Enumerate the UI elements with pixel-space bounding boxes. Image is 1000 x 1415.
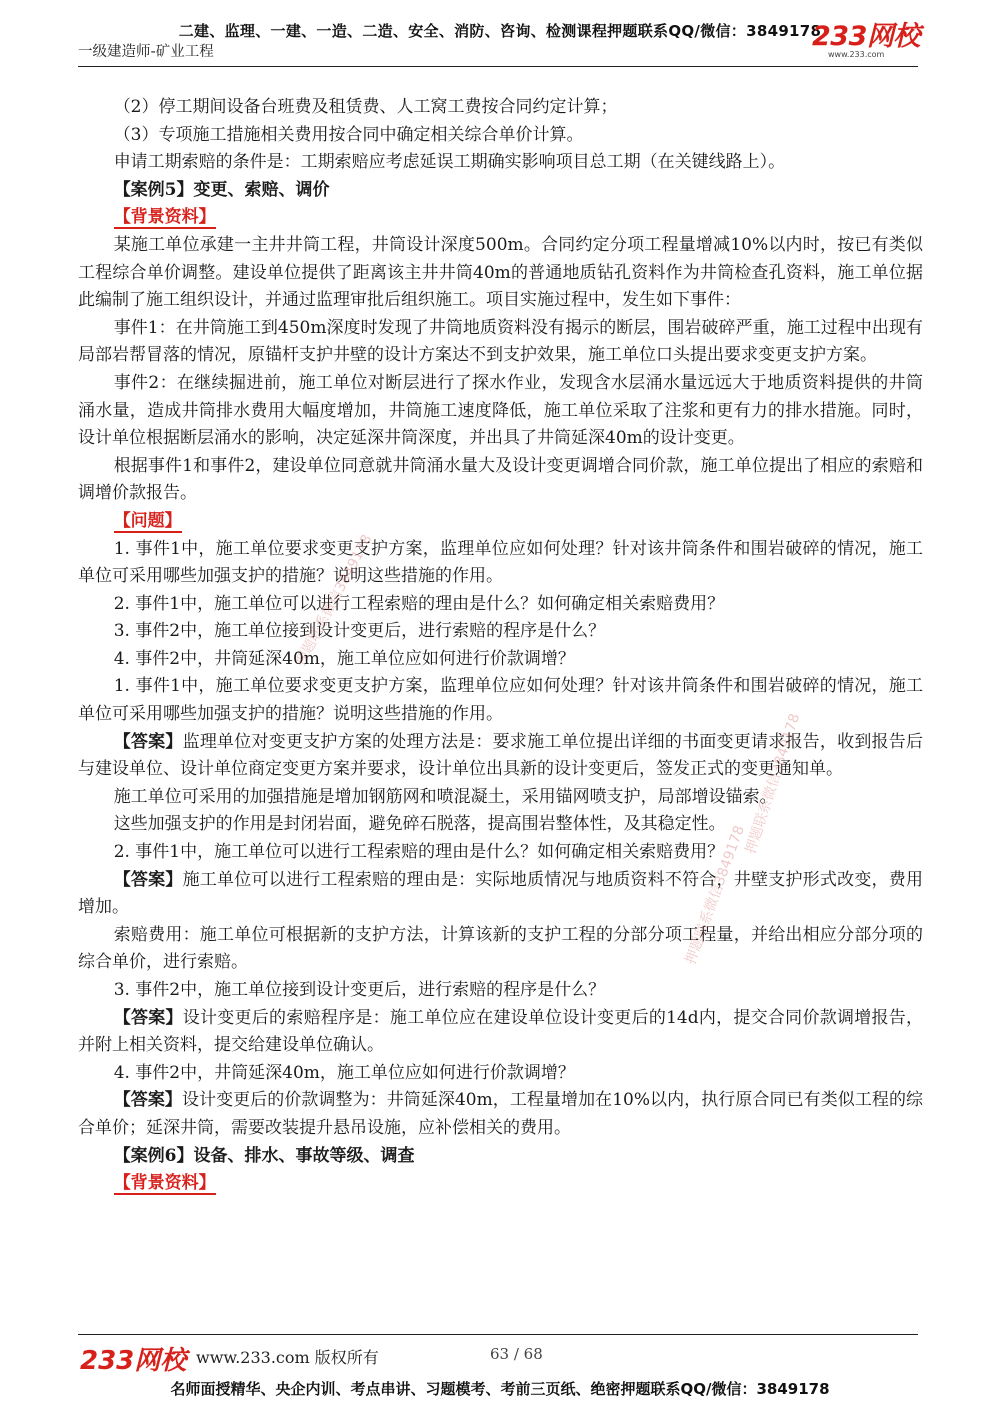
paragraph: 根据事件1和事件2，建设单位同意就井筒涌水量大及设计变更调增合同价款，施工单位提出了相应的索赔和调增价款报告。: [78, 455, 923, 504]
footer-copyright: www.233.com 版权所有: [196, 1348, 379, 1367]
answer-paragraph: 【答案】设计变更后的索赔程序是：施工单位应在建设单位设计变更后的14d内，提交合同价款调增报告，并附上相关资料，提交给建设单位确认。: [78, 1007, 924, 1056]
watermark: 押题联系微信3849178: [742, 711, 804, 856]
answer-paragraph: 【答案】施工单位可以进行工程索赔的理由是：实际地质情况与地质资料不符合，井壁支护形式改变，费用增加。: [78, 869, 924, 918]
paragraph: 事件2：在继续掘进前，施工单位对断层进行了探水作业，发现含水层涌水量远远大于地质资料提供的井筒涌水量，造成井筒排水费用大幅度增加，井筒施工速度降低，施工单位采取了注浆和更有力的排水措施。同时，设计单位根据断层涌水的影响，决定延深井筒深度，并出具了井筒延深40m的设计变更。: [78, 372, 923, 449]
paragraph: 4. 事件2中，井筒延深40m，施工单位应如何进行价款调增？: [113, 1062, 575, 1083]
answer-tag: 【答案】: [113, 731, 183, 752]
paragraph: 3. 事件2中，施工单位接到设计变更后，进行索赔的程序是什么？: [113, 621, 606, 642]
paragraph: 4. 事件2中，井筒延深40m，施工单位应如何进行价款调增？: [113, 648, 575, 669]
header-divider: [78, 66, 918, 67]
answer-tag: 【答案】: [113, 869, 183, 890]
section-label: [78, 1170, 923, 1198]
paragraph: 某施工单位承建一主井井筒工程，井筒设计深度500m。合同约定分项工程量增减10%以内时，按已有类似工程综合单价调整。建设单位提供了距离该主井井筒40m的普通地质钻孔资料作为井筒检查孔资料，施工单位据此编制了施工组织设计，并通过监理审批后组织施工。项目实施过程中，发生如下事件：: [78, 234, 923, 311]
footer-logo[interactable]: 233网校: [80, 1346, 187, 1376]
answer-tag: 【答案】: [113, 1007, 183, 1028]
logo-url: www.233.com: [828, 50, 885, 59]
answer-paragraph: 【答案】设计变更后的价款调整为：井筒延深40m，工程量增加在10%以内，执行原合同已有类似工程的综合单价；延深井筒，需要改装提升悬吊设施，应补偿相关的费用。: [78, 1090, 924, 1138]
brand-logo[interactable]: [812, 22, 922, 64]
watermark: 押题联系微信3849178: [292, 532, 376, 669]
paragraph: （3）专项施工措施相关费用按合同中确定相关综合单价计算。: [113, 124, 584, 145]
answer-paragraph: 【答案】监理单位对变更支护方案的处理方法是：要求施工单位提出详细的书面变更请求报告，收到报告后与建设单位、设计单位商定变更方案并要求，设计单位出具新的设计变更后，签发正式的变更通知单。: [78, 731, 924, 780]
logo-text: 233网校: [812, 21, 920, 52]
paragraph: 事件1：在井筒施工到450m深度时发现了井筒地质资料没有揭示的断层，围岩破碎严重，施工过程中出现有局部岩帮冒落的情况，原锚杆支护井壁的设计方案达不到支护效果，施工单位口头提出要求变更支护方案。: [78, 317, 923, 366]
paragraph: 索赔费用：施工单位可根据新的支护方法，计算该新的支护工程的分部分项工程量，并给出相应分部分项的综合单价，进行索赔。: [78, 924, 923, 973]
footer-divider: [78, 1334, 918, 1335]
paragraph: 这些加强支护的作用是封闭岩面，避免碎石脱落，提高围岩整体性，及其稳定性。: [113, 814, 726, 835]
paragraph: 3. 事件2中，施工单位接到设计变更后，进行索赔的程序是什么？: [113, 980, 606, 1000]
section-label: [78, 204, 923, 232]
paragraph: 1. 事件1中，施工单位要求变更支护方案，监理单位应如何处理？针对该井筒条件和围岩破碎的情况，施工单位可采用哪些加强支护的措施？说明这些措施的作用。: [78, 538, 923, 587]
case-heading: 【案例6】设备、排水、事故等级、调查: [113, 1145, 415, 1166]
case-heading: 【案例5】变更、索赔、调价: [113, 179, 330, 200]
paragraph: 2. 事件1中，施工单位可以进行工程索赔的理由是什么？如何确定相关索赔费用？: [113, 593, 725, 614]
paragraph: （2）停工期间设备台班费及租赁费、人工窝工费按合同约定计算；: [113, 97, 618, 117]
section-label-text: 【背景资料】: [113, 1173, 216, 1194]
watermark: 押题联系微信3849178: [682, 823, 748, 967]
document-body: [78, 94, 923, 1198]
page-number: 63 / 68: [490, 1345, 543, 1363]
top-banner: 二建、监理、一建、一造、二造、安全、消防、咨询、检测课程押题联系QQ/微信：3849178: [178, 22, 822, 40]
paragraph: 2. 事件1中，施工单位可以进行工程索赔的理由是什么？如何确定相关索赔费用？: [113, 842, 725, 863]
section-label-text: 【背景资料】: [113, 207, 216, 228]
paragraph: 申请工期索赔的条件是：工期索赔应考虑延误工期确实影响项目总工期（在关键线路上）。: [113, 152, 786, 173]
answer-tag: 【答案】: [113, 1090, 182, 1111]
paragraph: 1. 事件1中，施工单位要求变更支护方案，监理单位应如何处理？针对该井筒条件和围岩破碎的情况，施工单位可采用哪些加强支护的措施？说明这些措施的作用。: [78, 676, 923, 725]
section-label-text: 【问题】: [113, 510, 182, 531]
document-subtitle: 一级建造师-矿业工程: [78, 44, 214, 60]
section-label: [78, 508, 923, 536]
bottom-banner: 名师面授精华、央企内训、考点串讲、习题模考、考前三页纸、绝密押题联系QQ/微信：3849178: [170, 1380, 830, 1398]
paragraph: 施工单位可采用的加强措施是增加钢筋网和喷混凝土，采用锚网喷支护，局部增设锚索。: [113, 786, 777, 807]
